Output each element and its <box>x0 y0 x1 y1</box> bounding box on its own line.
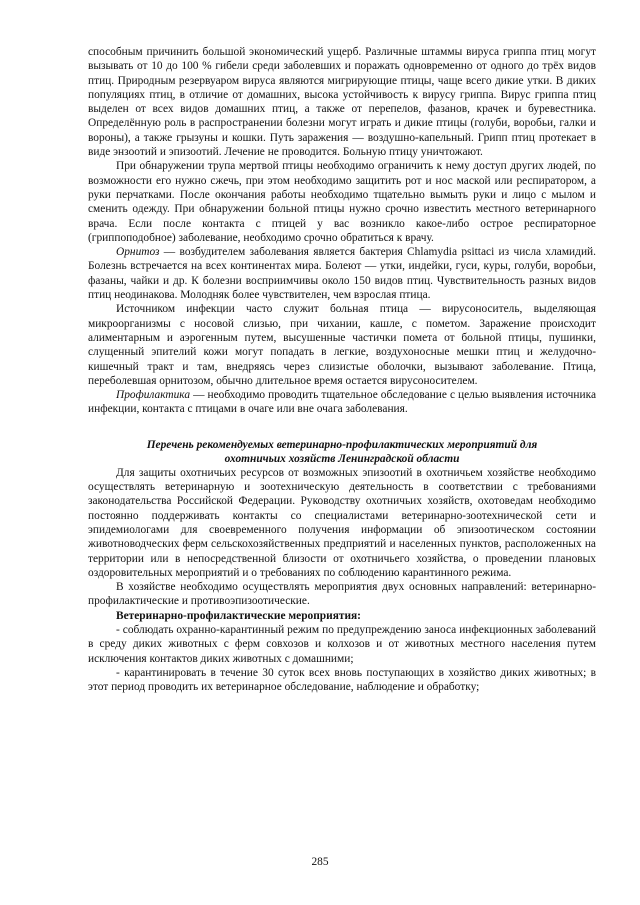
subheading-measures: Ветеринарно-профилактические мероприятия: <box>116 609 361 622</box>
page-number: 285 <box>311 856 329 868</box>
paragraph-infection-source: Источником инфекции часто служит больная птица — вирусоноситель, выделяющая микроорганизмы с носовой слизью, при чихании, кашле, с пометом. Заражение происходит алиментарным и аэрогенным путем, высушенные частички помета от больной птицы, пушинки, слущенный эпителий кожи могут попадать в легкие, воздухоносные мешки птиц и желудочно-кишечный тракт и там, внедряясь через слизистые оболочки, вызывают заболевание. Птица, переболевшая орнитозом, обычно длительное время остается вирусоносителем. <box>88 303 596 387</box>
section-heading-line1: Перечень рекомендуемых ветеринарно-профилактических мероприятий для <box>146 438 538 451</box>
section-heading <box>88 438 596 466</box>
ornithosis-text: — возбудителем заболевания является бактерия Chlamydia psittaci из числа хламидий. Болезнь встречается на всех континентах мира. Болеют — утки, индейки, гуси, куры, голуби, воробьи, фазаны, чайки и др. К болезни восприимчивы около 150 видов птиц. Чувствительность разных видов птиц неодинакова. Молодняк более чувствителен, чем взрослая птица. <box>88 246 596 302</box>
paragraph-directions: В хозяйстве необходимо осуществлять мероприятия двух основных направлений: ветеринарно-профилактические и противоэпизоотические. <box>88 581 596 608</box>
term-prevention: Профилактика <box>116 389 191 402</box>
prevention-text: — необходимо проводить тщательное обследование с целью выявления источника инфекции, контакта с птицами в очаге или вне очага заболевания. <box>88 389 596 416</box>
paragraph-avian-flu: способным причинить большой экономический ущерб. Различные штаммы вируса гриппа птиц могут вызывать от 10 до 100 % гибели среди заболевших и поражать одновременно от одного до трёх видов птиц. Природным резервуаром вируса являются мигрирующие птицы, чаще всего дикие утки. В диких популяциях птиц, в отличие от домашних, высока устойчивость к вирусу гриппа. Вирус гриппа птиц выделен от всех видов домашних птиц, а также от перепелов, фазанов, крачек и буревестника. Определённую роль в распространении болезни могут играть и дикие птицы (голуби, воробьи, галки и вороны), а также грызуны и кошки. Путь заражения — воздушно-капельный. Грипп птиц протекает в виде энзоотий и эпизоотий. Лечение не проводится. Больную птицу уничтожают. <box>88 46 596 159</box>
paragraph-protection: Для защиты охотничьих ресурсов от возможных эпизоотий в охотничьем хозяйстве необходимо осуществлять ветеринарную и зоотехническую деятельность в соответствии с требованиями законодательства Российской Федерации. Руководству охотничьих хозяйств, охотоведам необходимо постоянно поддерживать контакты со специалистами ветеринарно-зоотехнической сети и эпидемиологами для своевременного получения информации об эпизоотическом состоянии животноводческих ферм сельскохозяйственных предприятий и населенных пунктов, расположенных на территории или в непосредственной близости от охотничьего хозяйства, о проведении плановых оздоровительных мероприятий и о требованиях по соблюдению карантинного режима. <box>88 466 596 579</box>
section-heading-line2: охотничьих хозяйств Ленинградской области <box>224 452 460 465</box>
paragraph-ornithosis <box>88 245 596 302</box>
term-ornithosis: Орнитоз <box>116 246 160 259</box>
paragraph-dead-bird: При обнаружении трупа мертвой птицы необходимо ограничить к нему доступ других людей, по возможности его нужно сжечь, при этом необходимо защитить рот и нос маской или респиратором, а руки перчатками. После окончания работы необходимо тщательно вымыть руки и лицо с мылом и сменить одежду. При обнаружении больной птицы нужно срочно известить местного ветеринарного врача. Если после контакта с птицей у вас возникло какое-либо острое респираторное (гриппоподобное) заболевание, необходимо срочно обратиться к врачу. <box>88 160 596 244</box>
list-item-quarantine-regime: - соблюдать охранно-карантинный режим по предупреждению заноса инфекционных заболеваний в среду диких животных с ферм совхозов и колхозов и от животных местного населения путем исключения контактов диких животных с домашними; <box>88 623 596 665</box>
paragraph-prevention <box>88 388 596 417</box>
list-item-quarantine-30-days: - карантинировать в течение 30 суток всех вновь поступающих в хозяйство диких животных; в этот период проводить их ветеринарное обследование, наблюдение и обработку; <box>88 666 596 694</box>
